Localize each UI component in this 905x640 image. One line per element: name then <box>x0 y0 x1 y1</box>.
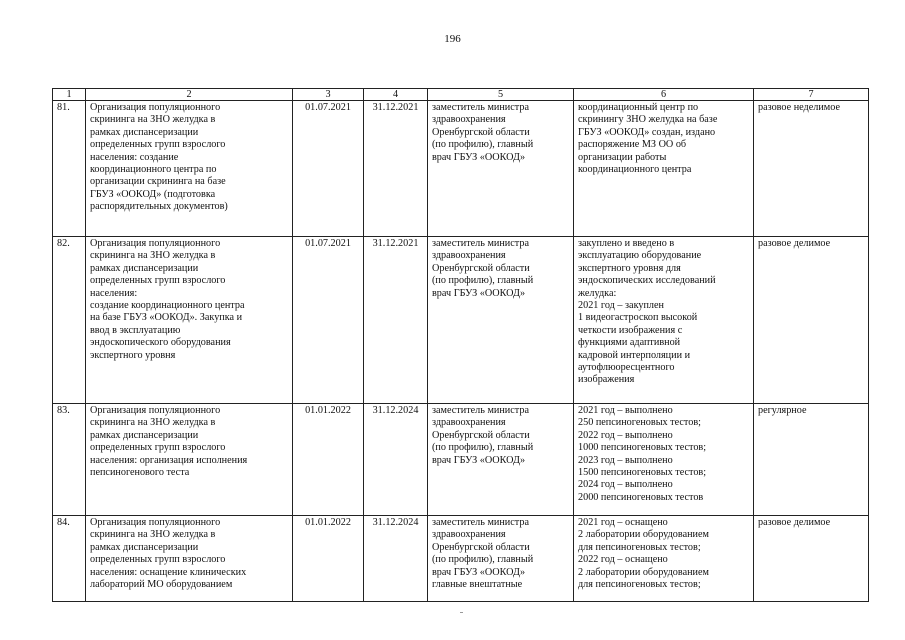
start-date-cell: 01.07.2021 <box>293 101 364 237</box>
type-cell: разовое делимое <box>754 237 869 404</box>
row-number: 83. <box>53 404 86 516</box>
column-header: 2 <box>86 89 293 101</box>
end-date-cell: 31.12.2024 <box>364 404 428 516</box>
type-cell: разовое делимое <box>754 516 869 602</box>
start-date-cell: 01.07.2021 <box>293 237 364 404</box>
type-cell: регулярное <box>754 404 869 516</box>
result-cell: закуплено и введено в эксплуатацию оборудование экспертного уровня для эндоскопических исследований желудка: 2021 год – закуплен 1 видеогастроскоп высокой четкости изображения с функциями адаптивной кадровой интерполяции и аутофлюоресцентного изображения <box>574 237 754 404</box>
start-date-cell: 01.01.2022 <box>293 404 364 516</box>
column-header: 3 <box>293 89 364 101</box>
result-cell: координационный центр по скринингу ЗНО желудка на базе ГБУЗ «ООКОД» создан, издано распоряжение МЗ ОО об организации работы координационного центра <box>574 101 754 237</box>
result-cell: 2021 год – оснащено 2 лаборатории оборудованием для пепсиногеновых тестов; 2022 год – оснащено 2 лаборатории оборудованием для пепсиногеновых тестов; <box>574 516 754 602</box>
type-cell: разовое неделимое <box>754 101 869 237</box>
activity-cell: Организация популяционного скрининга на ЗНО желудка в рамках диспансеризации определенных групп взрослого населения: создание координационного центра по организации скрининга на базе ГБУЗ «ООКОД» (подготовка распорядительных документов) <box>86 101 293 237</box>
column-header: 7 <box>754 89 869 101</box>
row-number: 84. <box>53 516 86 602</box>
table-row <box>53 516 869 602</box>
row-number: 81. <box>53 101 86 237</box>
activity-cell: Организация популяционного скрининга на ЗНО желудка в рамках диспансеризации определенных групп взрослого населения: оснащение клинических лабораторий МО оборудованием <box>86 516 293 602</box>
responsible-cell: заместитель министра здравоохранения Оренбургской области (по профилю), главный врач ГБУЗ «ООКОД» <box>428 101 574 237</box>
result-cell: 2021 год – выполнено 250 пепсиногеновых тестов; 2022 год – выполнено 1000 пепсиногеновых тестов; 2023 год – выполнено 1500 пепсиногеновых тестов; 2024 год – выполнено 2000 пепсиногеновых тестов <box>574 404 754 516</box>
end-date-cell: 31.12.2021 <box>364 101 428 237</box>
responsible-cell: заместитель министра здравоохранения Оренбургской области (по профилю), главный врач ГБУЗ «ООКОД» <box>428 237 574 404</box>
responsible-cell: заместитель министра здравоохранения Оренбургской области (по профилю), главный врач ГБУЗ «ООКОД» главные внештатные <box>428 516 574 602</box>
end-date-cell: 31.12.2024 <box>364 516 428 602</box>
activity-cell: Организация популяционного скрининга на ЗНО желудка в рамках диспансеризации определенных групп взрослого населения: организация исполнения пепсиногенового теста <box>86 404 293 516</box>
responsible-cell: заместитель министра здравоохранения Оренбургской области (по профилю), главный врач ГБУЗ «ООКОД» <box>428 404 574 516</box>
table-row <box>53 237 869 404</box>
start-date-cell: 01.01.2022 <box>293 516 364 602</box>
row-number: 82. <box>53 237 86 404</box>
column-header: 6 <box>574 89 754 101</box>
table-row <box>53 404 869 516</box>
page-number: 196 <box>444 33 461 45</box>
column-header: 5 <box>428 89 574 101</box>
column-header: 1 <box>53 89 86 101</box>
table-row <box>53 101 869 237</box>
activity-cell: Организация популяционного скрининга на ЗНО желудка в рамках диспансеризации определенных групп взрослого населения: создание координационного центра на базе ГБУЗ «ООКОД». Закупка и ввод в эксплуатацию эндоскопического оборудования экспертного уровня <box>86 237 293 404</box>
scan-mark <box>460 612 463 613</box>
end-date-cell: 31.12.2021 <box>364 237 428 404</box>
table-header-row <box>53 89 869 101</box>
measures-table <box>52 88 869 602</box>
column-header: 4 <box>364 89 428 101</box>
